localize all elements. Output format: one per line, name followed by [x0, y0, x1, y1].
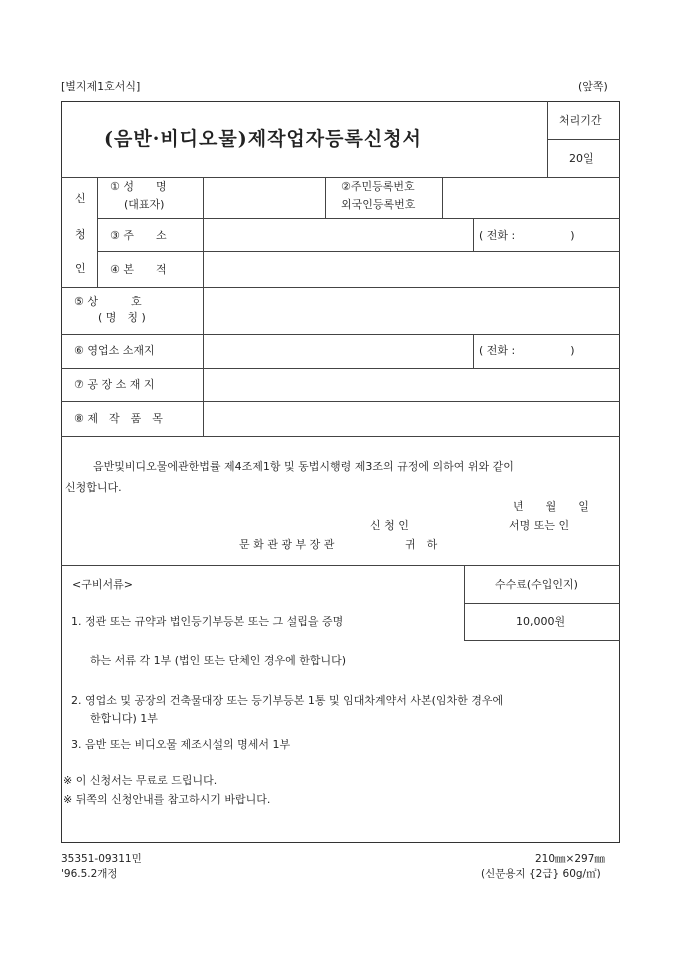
- divider: [464, 565, 465, 640]
- applicant-label-char: 신: [75, 192, 86, 205]
- divider: [473, 334, 474, 368]
- recipient: 문 화 관 광 부 장 관: [239, 538, 335, 551]
- divider: [325, 177, 326, 218]
- divider: [547, 139, 620, 140]
- honorific: 귀 하: [405, 538, 438, 551]
- divider: [61, 436, 620, 437]
- applicant-label: 신 청 인: [370, 519, 409, 532]
- divider: [203, 177, 204, 436]
- document-item: 2. 영업소 및 공장의 건축물대장 또는 등기부등본 1통 및 임대차계약서 사본(임차한 경우에: [71, 694, 504, 707]
- form-label: [별지제1호서식]: [61, 80, 141, 93]
- divider: [97, 218, 620, 219]
- revision-date: '96.5.2개정: [61, 868, 118, 880]
- resident-id-label: ②주민등록번호: [341, 180, 415, 193]
- applicant-label-char: 인: [75, 262, 86, 275]
- trade-name-sub-label: ( 명 칭 ): [98, 311, 146, 324]
- divider: [61, 334, 620, 335]
- factory-location-label: ⑦ 공 장 소 재 지: [74, 378, 155, 391]
- document-item-continued: 한합니다) 1부: [90, 712, 158, 725]
- form-code: 35351-09311민: [61, 853, 142, 865]
- divider: [97, 177, 98, 287]
- note: ※ 이 신청서는 무료로 드립니다.: [63, 774, 218, 787]
- office-location-label: ⑥ 영업소 소재지: [74, 344, 155, 357]
- divider: [464, 603, 620, 604]
- document-item-continued: 하는 서류 각 1부 (법인 또는 단체인 경우에 한합니다): [90, 654, 347, 667]
- document-item: 1. 정관 또는 규약과 법인등기부등본 또는 그 설립을 증명: [71, 615, 344, 628]
- address-label: ③ 주 소: [110, 229, 167, 242]
- divider: [61, 368, 620, 369]
- form-title: (음반·비디오물)제작업자등록신청서: [104, 128, 422, 150]
- divider: [61, 177, 620, 178]
- products-label: ⑧ 제 작 품 목: [74, 412, 163, 425]
- divider: [61, 401, 620, 402]
- name-label: ① 성 명: [110, 180, 167, 193]
- applicant-label-char: 청: [75, 228, 86, 241]
- paper-size: 210㎜×297㎜: [535, 853, 605, 865]
- divider: [97, 251, 620, 252]
- statement-text: 음반및비디오물에관한법률 제4조제1항 및 동법시행령 제3조의 규정에 의하여 위와 같이: [93, 460, 514, 473]
- note: ※ 뒤쪽의 신청안내를 참고하시기 바랍니다.: [63, 793, 271, 806]
- divider: [61, 565, 620, 566]
- processing-period-label: 처리기간: [559, 114, 602, 127]
- trade-name-label: ⑤ 상 호: [74, 295, 142, 308]
- signature-label: 서명 또는 인: [509, 519, 570, 532]
- divider: [442, 177, 443, 218]
- document-item: 3. 음반 또는 비디오물 제조시설의 명세서 1부: [71, 738, 291, 751]
- phone-label: ( 전화 : ): [479, 344, 575, 357]
- domicile-label: ④ 본 적: [110, 263, 167, 276]
- page-side-label: (앞쪽): [578, 80, 608, 93]
- fee-value: 10,000원: [516, 615, 566, 628]
- representative-label: (대표자): [124, 198, 165, 211]
- fee-label: 수수료(수입인지): [495, 578, 578, 591]
- paper-type: (신문용지 {2급} 60g/㎡): [481, 868, 601, 880]
- date-field: 년 월 일: [513, 500, 589, 513]
- divider: [61, 287, 620, 288]
- documents-header: <구비서류>: [72, 578, 133, 591]
- phone-label: ( 전화 : ): [479, 229, 575, 242]
- divider: [473, 218, 474, 251]
- processing-period-value: 20일: [569, 152, 594, 165]
- alien-id-label: 외국인등록번호: [341, 198, 416, 211]
- divider: [464, 640, 620, 641]
- statement-text: 신청합니다.: [65, 481, 122, 494]
